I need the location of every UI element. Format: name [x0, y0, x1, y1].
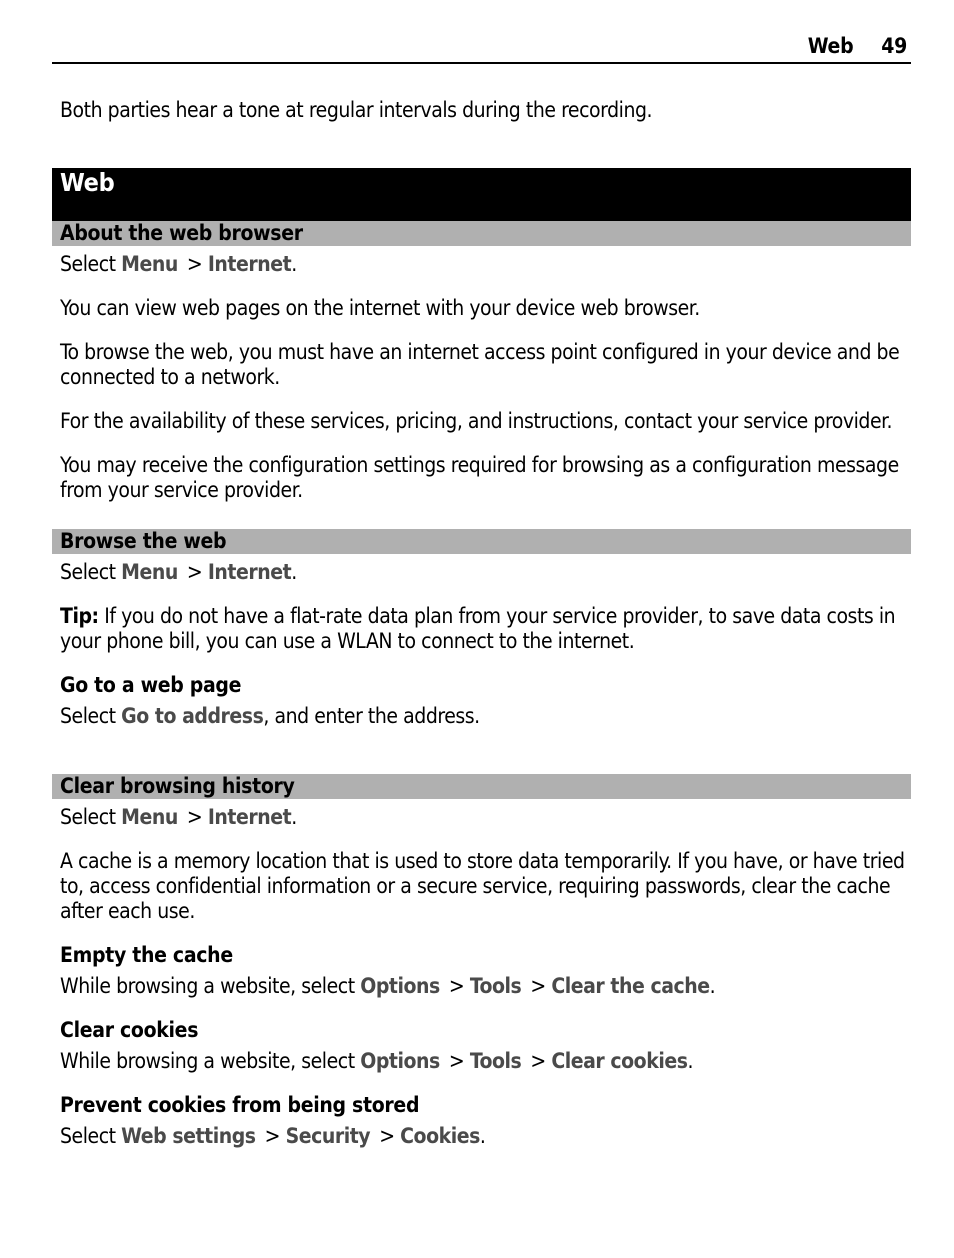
about-paragraph-3: For the availability of these services, pricing, and instructions, contact your service provider. — [60, 409, 893, 433]
about-paragraph-2: To browse the web, you must have an internet access point configured in your device and be connected to a network. — [60, 340, 900, 389]
about-menu-path: Select Menu > Internet. — [60, 252, 297, 276]
empty-cache-subheading: Empty the cache — [60, 943, 233, 967]
clear-cookies-option: Clear cookies — [551, 1049, 688, 1073]
cache-paragraph: A cache is a memory location that is used to store data temporarily. If you have, or have tried to, access confidential information or a secure service, requiring passwords, clear the cache after each use. — [60, 849, 905, 923]
internet-option: Internet — [207, 805, 292, 829]
menu-option: Menu — [121, 252, 178, 276]
browse-menu-path: Select Menu > Internet. — [60, 560, 297, 584]
internet-option: Internet — [207, 252, 292, 276]
prevent-cookies-subheading: Prevent cookies from being stored — [60, 1093, 420, 1117]
tip-label: Tip: — [60, 604, 99, 628]
menu-option: Menu — [121, 560, 178, 584]
tip-paragraph: Tip: If you do not have a flat-rate data plan from your service provider, to save data costs in your phone bill, you can use a WLAN to connect to the internet. — [60, 604, 896, 653]
internet-option: Internet — [207, 560, 292, 584]
chapter-title: Web — [52, 168, 911, 221]
go-to-address-option: Go to address — [121, 704, 264, 728]
clear-cookies-instruction: While browsing a website, select Options > Tools > Clear cookies. — [60, 1049, 694, 1073]
section-browse-title: Browse the web — [52, 529, 911, 554]
options-option: Options — [360, 974, 440, 998]
prevent-cookies-instruction: Select Web settings > Security > Cookies. — [60, 1124, 486, 1148]
cookies-option: Cookies — [400, 1124, 480, 1148]
about-paragraph-4: You may receive the configuration settings required for browsing as a configuration message from your service provider. — [60, 453, 899, 502]
page-header — [52, 34, 911, 64]
clear-menu-path: Select Menu > Internet. — [60, 805, 297, 829]
tools-option: Tools — [469, 974, 522, 998]
running-header-title: Web — [807, 34, 854, 58]
goto-subheading: Go to a web page — [60, 673, 242, 697]
about-paragraph-1: You can view web pages on the internet with your device web browser. — [60, 296, 700, 320]
menu-option: Menu — [121, 805, 178, 829]
options-option: Options — [360, 1049, 440, 1073]
section-about-title: About the web browser — [52, 221, 911, 246]
web-settings-option: Web settings — [121, 1124, 256, 1148]
page-content — [52, 98, 911, 1149]
goto-paragraph: Select Go to address, and enter the address. — [60, 704, 480, 728]
page-number: 49 — [881, 34, 907, 58]
section-clear-title: Clear browsing history — [52, 774, 911, 799]
intro-paragraph: Both parties hear a tone at regular intervals during the recording. — [60, 98, 653, 122]
empty-cache-instruction: While browsing a website, select Options > Tools > Clear the cache. — [60, 974, 716, 998]
clear-the-cache-option: Clear the cache — [551, 974, 710, 998]
clear-cookies-subheading: Clear cookies — [60, 1018, 199, 1042]
security-option: Security — [285, 1124, 371, 1148]
tools-option: Tools — [469, 1049, 522, 1073]
